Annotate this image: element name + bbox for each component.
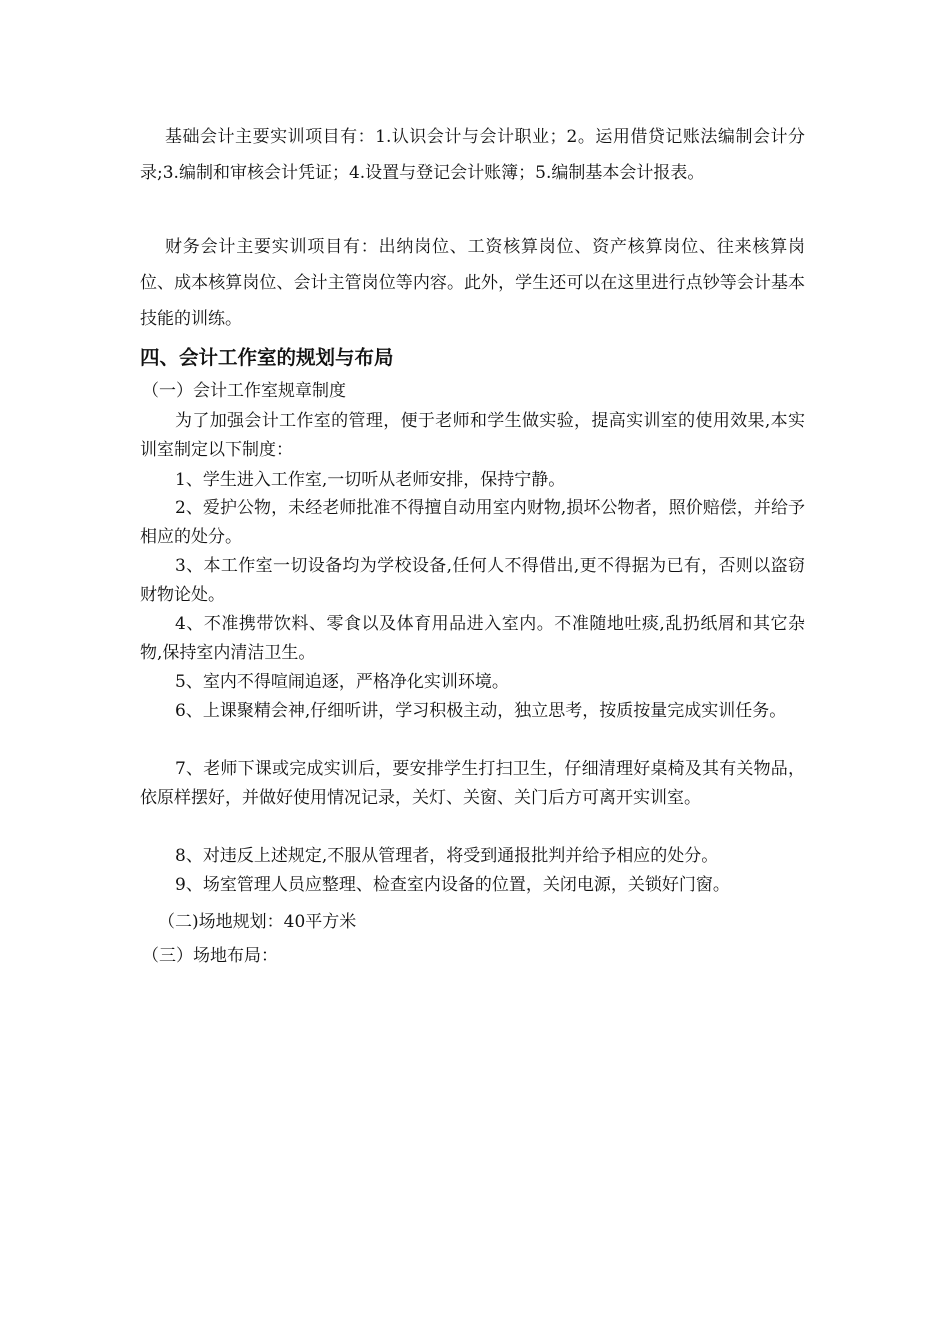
rule-item: 1、学生进入工作室,一切听从老师安排，保持宁静。 <box>175 470 566 490</box>
subheading-layout: （三）场地布局： <box>142 946 278 966</box>
rule-item: 8、对违反上述规定,不服从管理者，将受到通报批判并给予相应的处分。 <box>175 846 719 866</box>
rule-item: 4、不准携带饮料、零食以及体育用品进入室内。不准随地吐痰,乱扔纸屑和其它杂物,保持室内清洁卫生。 <box>140 614 805 663</box>
rule-item: 5、室内不得喧闹追逐，严格净化实训环境。 <box>175 672 509 692</box>
rule-item: 2、爱护公物，未经老师批准不得擅自动用室内财物,损坏公物者，照价赔偿，并给予相应的处分。 <box>140 498 805 547</box>
paragraph-financial-accounting: 财务会计主要实训项目有：出纳岗位、工资核算岗位、资产核算岗位、往来核算岗位、成本核算岗位、会计主管岗位等内容。此外，学生还可以在这里进行点钞等会计基本技能的训练。 <box>140 237 805 329</box>
rule-item: 3、本工作室一切设备均为学校设备,任何人不得借出,更不得据为已有，否则以盗窃财物论处。 <box>140 556 805 605</box>
rule-item: 7、老师下课或完成实训后，要安排学生打扫卫生，仔细清理好桌椅及其有关物品，依原样摆好，并做好使用情况记录，关灯、关窗、关门后方可离开实训室。 <box>140 759 805 808</box>
rule-item: 9、场室管理人员应整理、检查室内设备的位置，关闭电源，关锁好门窗。 <box>175 875 730 895</box>
section-heading: 四、会计工作室的规划与布局 <box>140 346 394 369</box>
rules-intro: 为了加强会计工作室的管理，便于老师和学生做实验，提高实训室的使用效果,本实训室制定以下制度： <box>140 411 805 460</box>
paragraph-basic-accounting: 基础会计主要实训项目有：1.认识会计与会计职业；2。运用借贷记账法编制会计分录;3.编制和审核会计凭证；4.设置与登记会计账簿；5.编制基本会计报表。 <box>140 127 805 183</box>
rule-item: 6、上课聚精会神,仔细听讲，学习积极主动，独立思考，按质按量完成实训任务。 <box>175 701 787 721</box>
subheading-area: （二)场地规划：40平方米 <box>158 912 357 932</box>
subheading-rules: （一）会计工作室规章制度 <box>142 381 346 401</box>
